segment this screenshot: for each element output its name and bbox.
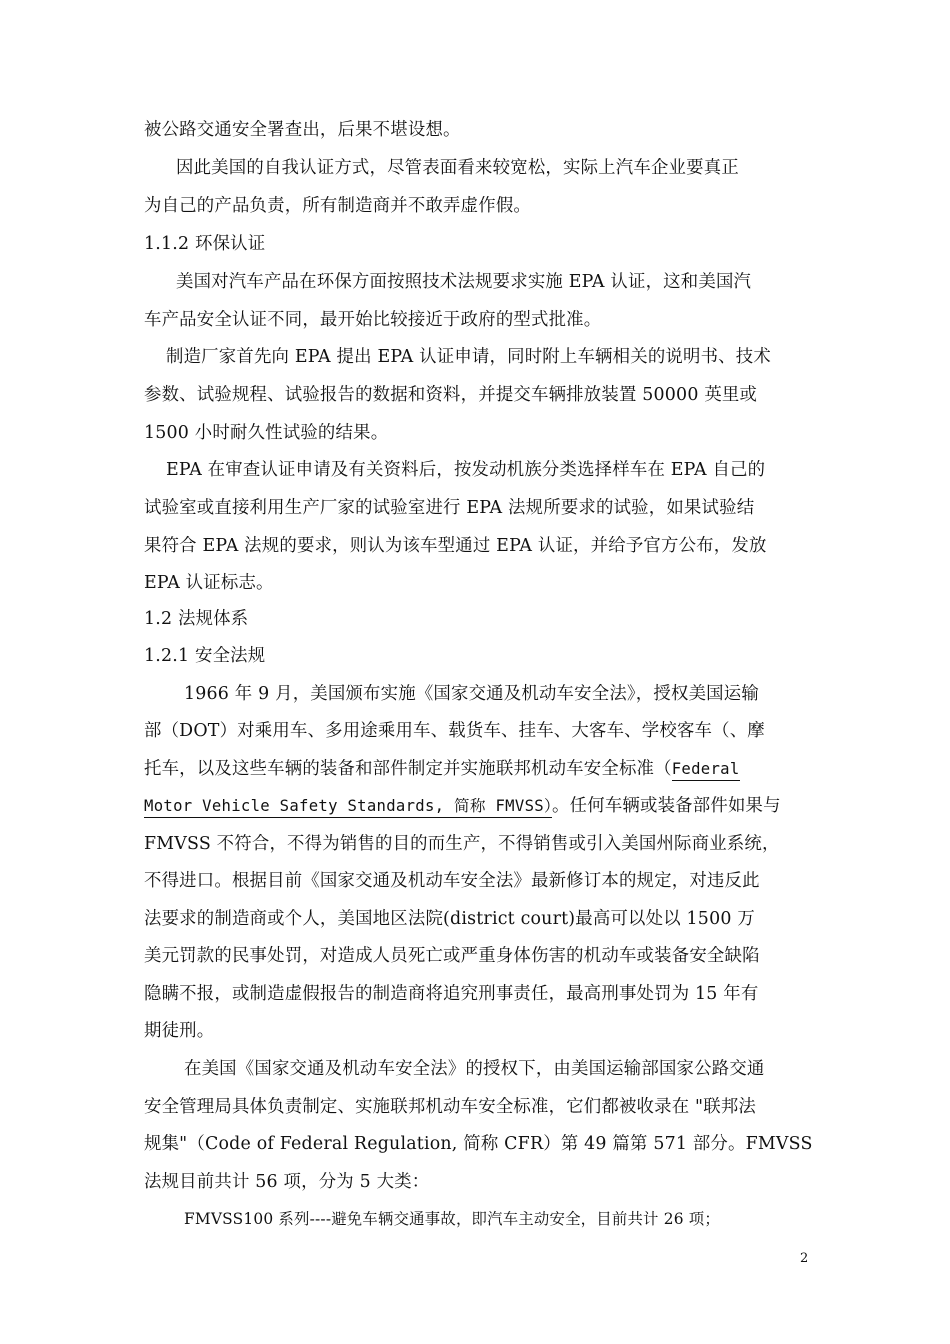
body-text-line: 1966 年 9 月，美国颁布实施《国家交通及机动车安全法》，授权美国运输 [184, 684, 759, 704]
body-text-line [144, 759, 740, 779]
body-text-line: 果符合 EPA 法规的要求，则认为该车型通过 EPA 认证，并给予官方公布，发放 [144, 536, 767, 556]
section-heading: 1.2.1 安全法规 [144, 646, 266, 666]
body-text-line: 不得进口。根据目前《国家交通及机动车安全法》最新修订本的规定，对违反此 [144, 871, 760, 891]
body-text-line: 被公路交通安全署查出，后果不堪设想。 [144, 120, 461, 140]
underlined-term: Federal [672, 760, 740, 781]
body-text-line: 规集"（Code of Federal Regulation, 简称 CFR）第 49 篇第 571 部分。FMVSS [144, 1134, 813, 1154]
body-text-line: EPA 在审查认证申请及有关资料后，按发动机族分类选择样车在 EPA 自己的 [166, 460, 766, 480]
body-text-segment: 托车，以及这些车辆的装备和部件制定并实施联邦机动车安全标准（ [144, 759, 672, 779]
body-text-segment: 。任何车辆或装备部件如果与 [552, 796, 781, 816]
body-text-line: FMVSS 不符合，不得为销售的目的而生产，不得销售或引入美国州际商业系统， [144, 834, 780, 854]
body-text-line: 为自己的产品负责，所有制造商并不敢弄虚作假。 [144, 196, 531, 216]
body-text-line: 因此美国的自我认证方式，尽管表面看来较宽松，实际上汽车企业要真正 [176, 158, 739, 178]
body-text-line: FMVSS100 系列----避免车辆交通事故，即汽车主动安全，目前共计 26 项； [184, 1210, 720, 1228]
body-text-line: 法规目前共计 56 项，分为 5 大类： [144, 1172, 430, 1192]
page-number: 2 [800, 1251, 809, 1266]
body-text-line: 部（DOT）对乘用车、多用途乘用车、载货车、挂车、大客车、学校客车（、摩 [144, 721, 765, 741]
body-text-line: 1500 小时耐久性试验的结果。 [144, 423, 389, 443]
body-text-line: 在美国《国家交通及机动车安全法》的授权下，由美国运输部国家公路交通 [184, 1059, 765, 1079]
body-text-line: 法要求的制造商或个人，美国地区法院(district court)最高可以处以 1500 万 [144, 909, 755, 929]
body-text-line: 美元罚款的民事处罚，对造成人员死亡或严重身体伤害的机动车或装备安全缺陷 [144, 946, 760, 966]
body-text-line: 美国对汽车产品在环保方面按照技术法规要求实施 EPA 认证，这和美国汽 [176, 272, 752, 292]
body-text-line: 制造厂家首先向 EPA 提出 EPA 认证申请，同时附上车辆相关的说明书、技术 [166, 347, 771, 367]
body-text-line: 试验室或直接利用生产厂家的试验室进行 EPA 法规所要求的试验，如果试验结 [144, 498, 755, 518]
section-heading: 1.1.2 环保认证 [144, 234, 266, 254]
body-text-line: EPA 认证标志。 [144, 573, 274, 593]
body-text-line: 车产品安全认证不同，最开始比较接近于政府的型式批准。 [144, 310, 602, 330]
body-text-line: 隐瞒不报，或制造虚假报告的制造商将追究刑事责任，最高刑事处罚为 15 年有 [144, 984, 759, 1004]
section-heading: 1.2 法规体系 [144, 609, 249, 629]
body-text-line: 安全管理局具体负责制定、实施联邦机动车安全标准，它们都被收录在 "联邦法 [144, 1097, 757, 1117]
body-text-line: 参数、试验规程、试验报告的数据和资料，并提交车辆排放装置 50000 英里或 [144, 385, 758, 405]
underlined-term: Motor Vehicle Safety Standards, 简称 FMVSS） [144, 797, 552, 818]
body-text-line: 期徒刑。 [144, 1021, 215, 1041]
body-text-line [144, 796, 781, 816]
